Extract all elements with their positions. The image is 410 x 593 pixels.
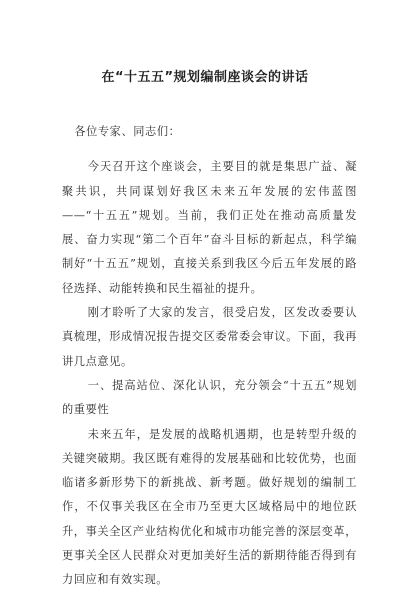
paragraph-transition: 刚才聆听了大家的发言，很受启发，区发改委要认真梳理，形成情况报告提交区委常委会审议。下面，我再讲几点意见。 (62, 306, 357, 368)
document-title: 在“十五五”规划编制座谈会的讲话 (101, 70, 309, 85)
document-body (62, 120, 357, 593)
paragraph-opening: 今天召开这个座谈会，主要目的就是集思广益、凝聚共识，共同谋划好我区未来五年发展的宏伟蓝图——“十五五”规划。当前，我们正处在推动高质量发展、奋力实现“第二个百年”奋斗目标的新起点，科学编制好“十五五”规划，直接关系到我区今后五年发展的路径选择、动能转换和民生福祉的提升。 (62, 160, 357, 295)
salutation: 各位专家、同志们： (74, 125, 181, 138)
paragraph-section-1: 未来五年，是发展的战略机遇期，也是转型升级的关键突破期。我区既有难得的发展基础和比较优势，也面临诸多新形势下的新挑战、新考题。做好规划的编制工作，不仅事关我区在全市乃至更大区域格局中的地位跃升，事关全区产业结构优化和城市功能完善的深层变革，更事关全区人民群众对更加美好生活的新期待能否得到有力回应和有效实现。 (62, 427, 357, 587)
section-heading-1: 一、提高站位、深化认识，充分领会“十五五”规划的重要性 (62, 378, 357, 417)
